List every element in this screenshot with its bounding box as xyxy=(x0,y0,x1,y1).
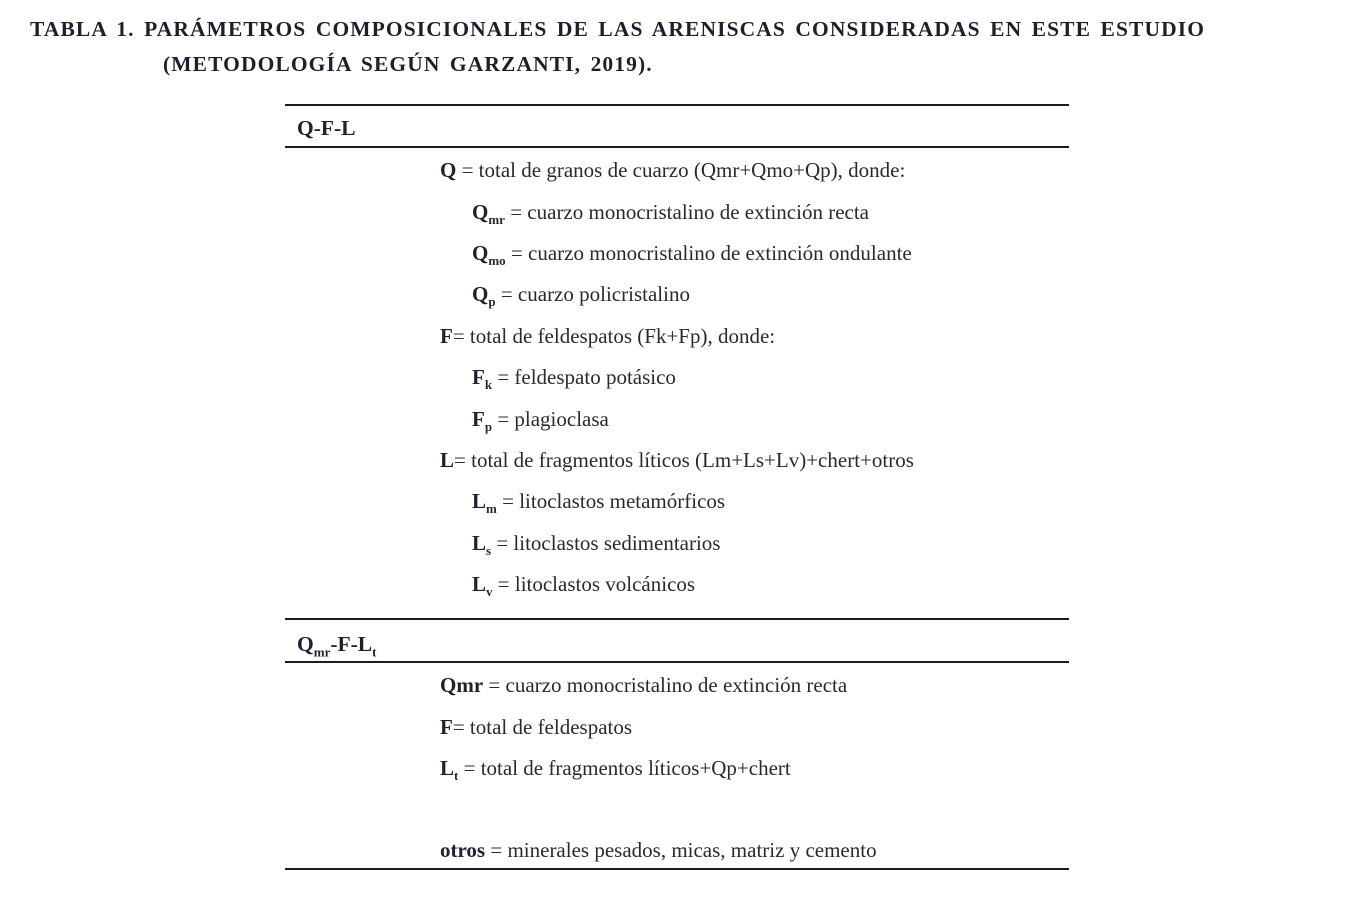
term-symbol: L xyxy=(472,531,487,555)
term-definition: = feldespato potásico xyxy=(492,365,676,389)
term-subscript: k xyxy=(484,377,493,393)
definition-row-otros xyxy=(440,829,877,871)
table-caption-line2: (METODOLOGÍA SEGÚN GARZANTI, 2019). xyxy=(163,52,653,76)
definition-row xyxy=(440,706,632,748)
table-rule-below-header2 xyxy=(285,661,1069,663)
definition-row xyxy=(472,480,725,522)
term-symbol: Q xyxy=(440,158,457,182)
term-definition: = cuarzo policristalino xyxy=(495,282,690,306)
header-subscript: mr xyxy=(313,644,331,660)
term-subscript: v xyxy=(486,584,493,600)
definition-row xyxy=(472,191,869,233)
term-subscript: m xyxy=(486,501,497,517)
definition-row xyxy=(440,439,914,481)
term-definition: = litoclastos metamórficos xyxy=(496,489,726,513)
definition-row xyxy=(472,398,609,440)
definition-row xyxy=(472,356,676,398)
definition-row xyxy=(472,563,695,605)
header-subscript: t xyxy=(372,644,377,660)
term-subscript: p xyxy=(484,419,493,435)
term-definition: = total de feldespatos xyxy=(452,715,633,739)
term-symbol: F xyxy=(440,715,453,739)
term-symbol: F xyxy=(472,365,485,389)
term-symbol: L xyxy=(440,448,455,472)
section-header-qfl: Q-F-L xyxy=(297,116,356,140)
term-definition: = cuarzo monocristalino de extinción recta xyxy=(483,673,848,697)
term-symbol: L xyxy=(472,572,487,596)
term-definition: = plagioclasa xyxy=(492,407,609,431)
term-definition: = cuarzo monocristalino de extinción ondulante xyxy=(505,241,912,265)
term-definition: = litoclastos sedimentarios xyxy=(491,531,721,555)
term-definition: = minerales pesados, micas, matriz y cemento xyxy=(485,838,877,862)
definition-row xyxy=(440,149,905,191)
definition-row xyxy=(472,273,690,315)
term-symbol: Q xyxy=(472,241,489,265)
definition-row xyxy=(472,522,720,564)
table-rule-top xyxy=(285,104,1069,106)
definition-row xyxy=(472,232,912,274)
term-symbol: L xyxy=(440,756,455,780)
term-definition: = litoclastos volcánicos xyxy=(492,572,696,596)
table-rule-above-header2 xyxy=(285,618,1069,620)
header-symbol: Q xyxy=(297,632,314,656)
term-subscript: mo xyxy=(488,253,506,269)
table-rule-below-header1 xyxy=(285,146,1069,148)
term-symbol: L xyxy=(472,489,487,513)
term-definition: = total de fragmentos líticos+Qp+chert xyxy=(458,756,791,780)
term-symbol: Q xyxy=(472,200,489,224)
header-symbol: -F-L xyxy=(330,632,373,656)
term-definition: = cuarzo monocristalino de extinción recta xyxy=(504,200,869,224)
definition-row xyxy=(440,664,847,706)
term-definition: = total de granos de cuarzo (Qmr+Qmo+Qp), donde: xyxy=(456,158,906,182)
table-caption-line1: TABLA 1. PARÁMETROS COMPOSICIONALES DE LAS ARENISCAS CONSIDERADAS EN ESTE ESTUDIO xyxy=(30,17,1206,41)
term-symbol: otros xyxy=(440,838,486,862)
definition-row xyxy=(440,747,791,789)
term-subscript: t xyxy=(454,768,459,784)
term-symbol: F xyxy=(472,407,485,431)
term-subscript: p xyxy=(488,294,496,310)
term-definition: = total de feldespatos (Fk+Fp), donde: xyxy=(452,324,776,348)
term-subscript: s xyxy=(486,543,492,559)
term-definition: = total de fragmentos líticos (Lm+Ls+Lv)+chert+otros xyxy=(454,448,914,472)
term-symbol: Qmr xyxy=(440,673,484,697)
term-symbol: F xyxy=(440,324,453,348)
term-subscript: mr xyxy=(488,212,505,228)
definition-row xyxy=(440,315,775,357)
term-symbol: Q xyxy=(472,282,489,306)
section-header-qmr-f-lt xyxy=(297,623,376,665)
